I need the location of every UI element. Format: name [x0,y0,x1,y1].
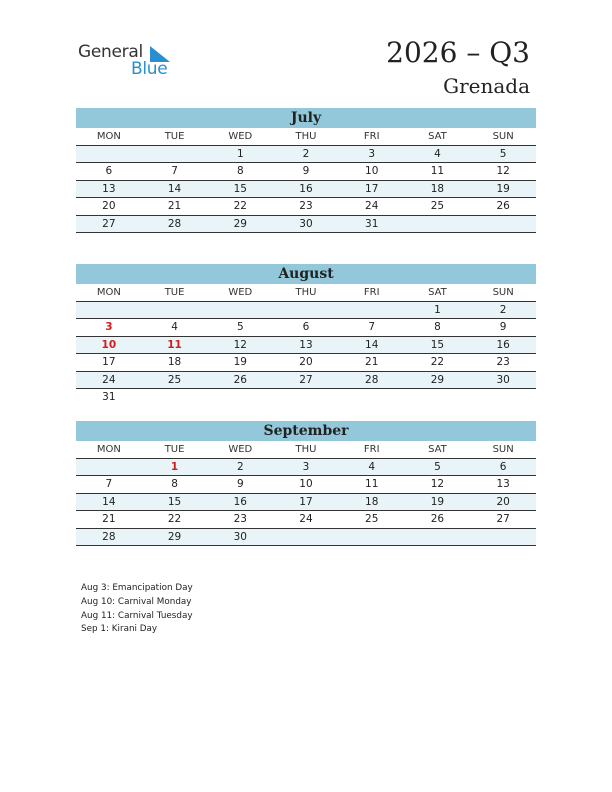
holiday-day-cell: 11 [142,337,208,354]
day-cell: 15 [207,181,273,198]
month-calendar-september [76,421,536,546]
weekday-label: SUN [470,128,536,146]
week-row [76,181,536,198]
weekday-label: MON [76,128,142,146]
month-header: September [76,421,536,441]
day-cell: 22 [405,354,471,371]
month-header: July [76,108,536,128]
day-cell: 30 [470,372,536,389]
day-cell: 26 [207,372,273,389]
day-cell: 16 [207,494,273,511]
day-cell: 5 [470,146,536,163]
day-cell: 24 [273,511,339,528]
weekday-label: TUE [142,284,208,302]
weekday-header-row [76,284,536,302]
week-row [76,476,536,493]
day-cell: 12 [207,337,273,354]
day-cell: 1 [405,302,471,319]
day-cell: 28 [142,216,208,233]
day-cell: 17 [339,181,405,198]
day-cell: 5 [207,319,273,336]
day-cell: 23 [470,354,536,371]
weekday-label: SUN [470,284,536,302]
day-cell: 14 [339,337,405,354]
day-cell: 8 [207,163,273,180]
weekday-label: FRI [339,284,405,302]
week-row [76,337,536,354]
day-cell: 31 [339,216,405,233]
weekday-label: WED [207,441,273,459]
day-cell: 22 [142,511,208,528]
day-cell: 3 [339,146,405,163]
day-cell: 4 [339,459,405,476]
empty-day-cell [207,389,273,405]
day-cell: 1 [207,146,273,163]
holiday-note: Sep 1: Kirani Day [81,624,158,635]
weekday-label: TUE [142,441,208,459]
weekday-label: WED [207,284,273,302]
day-cell: 21 [339,354,405,371]
month-calendar-august [76,264,536,405]
week-row [76,389,536,405]
month-header: August [76,264,536,284]
empty-day-cell [273,389,339,405]
week-row [76,354,536,371]
day-cell: 23 [207,511,273,528]
day-cell: 7 [339,319,405,336]
day-cell: 29 [142,529,208,546]
day-cell: 15 [405,337,471,354]
holiday-notes [81,582,193,637]
day-cell: 17 [273,494,339,511]
day-cell: 5 [405,459,471,476]
weekday-label: THU [273,441,339,459]
empty-day-cell [76,302,142,319]
brand-logo [78,42,178,78]
week-row [76,216,536,233]
week-row [76,319,536,336]
day-cell: 23 [273,198,339,215]
day-cell: 8 [405,319,471,336]
weekday-label: WED [207,128,273,146]
weekday-label: THU [273,128,339,146]
day-cell: 30 [207,529,273,546]
day-cell: 24 [76,372,142,389]
empty-day-cell [273,529,339,546]
day-cell: 26 [470,198,536,215]
week-row [76,511,536,528]
weekday-label: SUN [470,441,536,459]
month-calendar-july [76,108,536,233]
holiday-day-cell: 3 [76,319,142,336]
day-cell: 16 [273,181,339,198]
day-cell: 11 [339,476,405,493]
week-row [76,146,536,163]
day-cell: 21 [142,198,208,215]
day-cell: 7 [76,476,142,493]
day-cell: 4 [405,146,471,163]
day-cell: 25 [339,511,405,528]
weekday-label: FRI [339,441,405,459]
empty-day-cell [405,389,471,405]
day-cell: 9 [207,476,273,493]
empty-day-cell [470,216,536,233]
holiday-note: Aug 10: Carnival Monday [81,596,192,607]
empty-day-cell [207,302,273,319]
weekday-header-row [76,128,536,146]
day-cell: 13 [273,337,339,354]
empty-day-cell [76,459,142,476]
day-cell: 20 [76,198,142,215]
day-cell: 2 [470,302,536,319]
empty-day-cell [142,389,208,405]
day-cell: 18 [142,354,208,371]
week-row [76,302,536,319]
weekday-label: THU [273,284,339,302]
day-cell: 29 [405,372,471,389]
day-cell: 10 [339,163,405,180]
empty-day-cell [405,216,471,233]
week-row [76,459,536,476]
day-cell: 12 [405,476,471,493]
day-cell: 20 [470,494,536,511]
weekday-header-row [76,441,536,459]
day-cell: 28 [339,372,405,389]
day-cell: 9 [273,163,339,180]
day-cell: 16 [470,337,536,354]
day-cell: 29 [207,216,273,233]
weekday-label: MON [76,284,142,302]
day-cell: 27 [470,511,536,528]
weekday-label: SAT [405,441,471,459]
country-name: Grenada [443,74,530,98]
weekday-label: MON [76,441,142,459]
day-cell: 14 [76,494,142,511]
day-cell: 13 [76,181,142,198]
empty-day-cell [142,146,208,163]
day-cell: 3 [273,459,339,476]
day-cell: 14 [142,181,208,198]
weekday-label: TUE [142,128,208,146]
day-cell: 13 [470,476,536,493]
logo-word-blue: Blue [131,59,168,79]
empty-day-cell [339,389,405,405]
day-cell: 11 [405,163,471,180]
weekday-label: FRI [339,128,405,146]
page-title: 2026 – Q3 [386,36,530,69]
day-cell: 19 [470,181,536,198]
day-cell: 9 [470,319,536,336]
week-row [76,163,536,180]
empty-day-cell [470,389,536,405]
day-cell: 6 [273,319,339,336]
holiday-day-cell: 10 [76,337,142,354]
week-row [76,529,536,546]
logo-word-general: General [78,42,143,62]
day-cell: 30 [273,216,339,233]
week-row [76,494,536,511]
empty-day-cell [76,146,142,163]
day-cell: 31 [76,389,142,405]
empty-day-cell [142,302,208,319]
day-cell: 2 [207,459,273,476]
weekday-label: SAT [405,284,471,302]
empty-day-cell [470,529,536,546]
empty-day-cell [339,302,405,319]
day-cell: 10 [273,476,339,493]
day-cell: 19 [207,354,273,371]
day-cell: 27 [76,216,142,233]
day-cell: 12 [470,163,536,180]
week-row [76,198,536,215]
day-cell: 26 [405,511,471,528]
day-cell: 22 [207,198,273,215]
week-row [76,372,536,389]
empty-day-cell [339,529,405,546]
day-cell: 7 [142,163,208,180]
day-cell: 8 [142,476,208,493]
day-cell: 19 [405,494,471,511]
day-cell: 27 [273,372,339,389]
day-cell: 18 [405,181,471,198]
day-cell: 15 [142,494,208,511]
day-cell: 6 [76,163,142,180]
day-cell: 25 [405,198,471,215]
holiday-note: Aug 3: Emancipation Day [81,583,193,593]
day-cell: 21 [76,511,142,528]
day-cell: 2 [273,146,339,163]
day-cell: 6 [470,459,536,476]
weekday-label: SAT [405,128,471,146]
holiday-day-cell: 1 [142,459,208,476]
day-cell: 18 [339,494,405,511]
day-cell: 17 [76,354,142,371]
day-cell: 25 [142,372,208,389]
empty-day-cell [405,529,471,546]
day-cell: 28 [76,529,142,546]
holiday-note: Aug 11: Carnival Tuesday [81,610,193,621]
empty-day-cell [273,302,339,319]
day-cell: 20 [273,354,339,371]
day-cell: 24 [339,198,405,215]
day-cell: 4 [142,319,208,336]
